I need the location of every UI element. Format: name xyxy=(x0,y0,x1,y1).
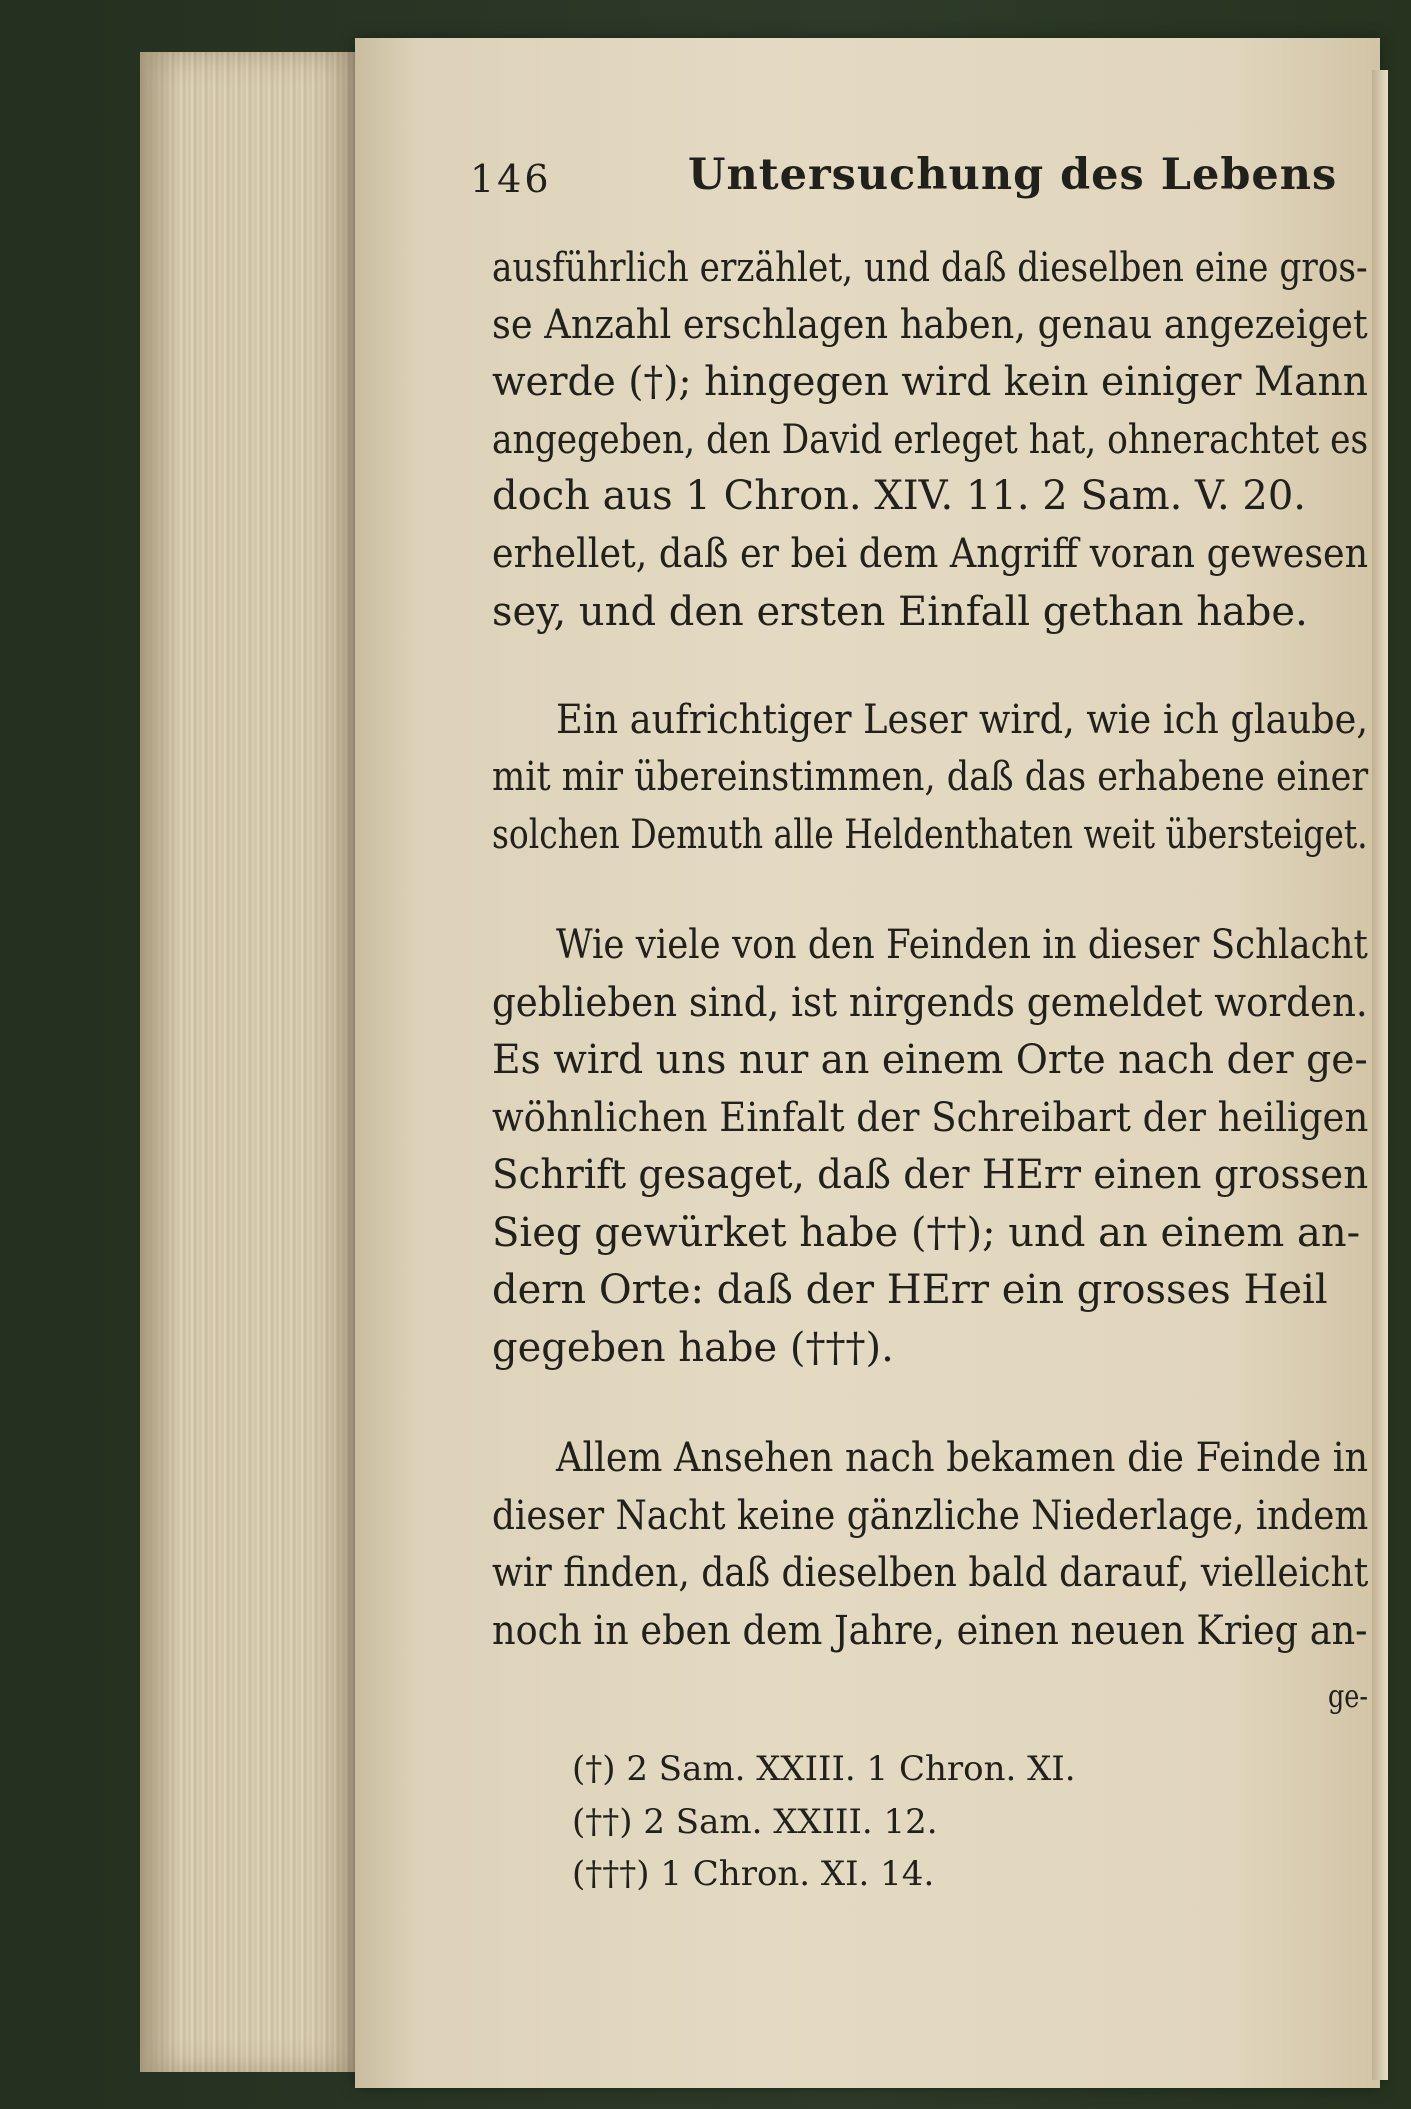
footnote: (†††) 1 Chron. XI. 14. xyxy=(572,1854,935,1894)
text-line: Schrift gesaget, daß der HErr einen grossen xyxy=(492,1152,1369,1198)
text-line: Ein aufrichtiger Leser wird, wie ich glaube, xyxy=(556,697,1369,743)
text-line: noch in eben dem Jahre, einen neuen Krieg an- xyxy=(492,1608,1368,1654)
text-line: wöhnlichen Einfalt der Schreibart der heiligen xyxy=(492,1095,1369,1141)
text-line: mit mir übereinstimmen, daß das erhabene einer xyxy=(492,754,1369,800)
footnote: (†) 2 Sam. XXIII. 1 Chron. XI. xyxy=(572,1749,1076,1789)
text-line: Sieg gewürket habe (††); und an einem an- xyxy=(492,1210,1361,1256)
footnote: (††) 2 Sam. XXIII. 12. xyxy=(572,1802,938,1842)
text-line: Allem Ansehen nach bekamen die Feinde in xyxy=(556,1435,1369,1481)
text-line: angegeben, den David erleget hat, ohnerachtet es xyxy=(492,417,1369,463)
text-line: ausführlich erzählet, und daß dieselben eine gros- xyxy=(492,245,1368,291)
page-right-edge xyxy=(1372,70,1388,2080)
text-line: doch aus 1 Chron. XIV. 11. 2 Sam. V. 20. xyxy=(492,473,1306,519)
page-number: 146 xyxy=(470,157,552,201)
text-line: sey, und den ersten Einfall gethan habe. xyxy=(492,589,1308,635)
text-line: Wie viele von den Feinden in dieser Schlacht xyxy=(556,922,1368,968)
text-line: solchen Demuth alle Heldenthaten weit übersteiget. xyxy=(492,812,1368,858)
catchword: ge- xyxy=(1328,1677,1368,1715)
book-edge-shadow xyxy=(140,52,180,2072)
text-line: geblieben sind, ist nirgends gemeldet worden. xyxy=(492,980,1368,1026)
text-line: dieser Nacht keine gänzliche Niederlage, indem xyxy=(492,1493,1369,1539)
text-line: werde (†); hingegen wird kein einiger Mann xyxy=(492,359,1369,405)
text-line: dern Orte: daß der HErr ein grosses Heil xyxy=(492,1267,1328,1313)
text-line: se Anzahl erschlagen haben, genau angezeiget xyxy=(492,302,1368,348)
text-line: wir finden, daß dieselben bald darauf, vielleicht xyxy=(492,1550,1369,1596)
text-line: gegeben habe (†††). xyxy=(492,1325,894,1371)
text-line: Es wird uns nur an einem Orte nach der ge- xyxy=(492,1037,1368,1083)
text-line: erhellet, daß er bei dem Angriff voran gewesen xyxy=(492,531,1369,577)
running-title: Untersuchung des Lebens xyxy=(688,150,1338,200)
